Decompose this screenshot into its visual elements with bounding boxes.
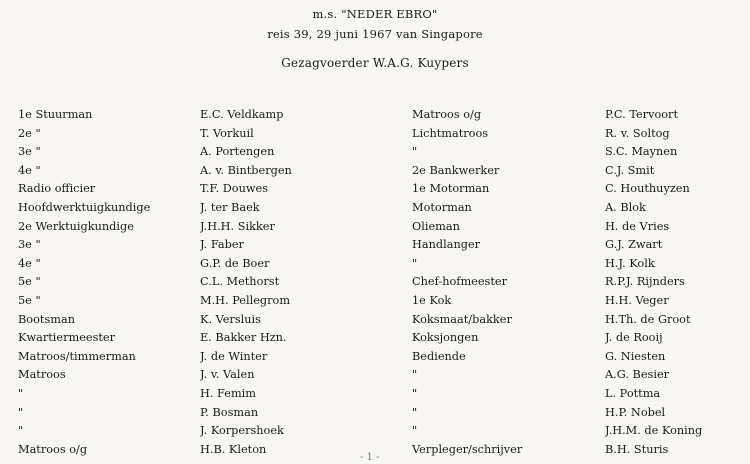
rank-cell: 1e Motorman bbox=[412, 182, 490, 196]
name-cell: G. Niesten bbox=[605, 349, 666, 363]
name-cell: A.G. Besier bbox=[605, 368, 670, 382]
name-cell: P. Bosman bbox=[200, 405, 259, 419]
rank-cell: Matroos bbox=[18, 368, 66, 382]
rank-cell: Handlanger bbox=[412, 238, 481, 252]
name-cell: J. de Winter bbox=[200, 349, 268, 363]
rank-cell: " bbox=[18, 386, 24, 400]
name-cell: T.F. Douwes bbox=[200, 182, 269, 196]
rank-cell: 2e Werktuigkundige bbox=[18, 219, 134, 233]
rank-cell: Radio officier bbox=[18, 182, 96, 196]
rank-cell: Olieman bbox=[412, 219, 460, 233]
rank-cell: " bbox=[18, 424, 24, 438]
rank-cell: 2e Bankwerker bbox=[412, 163, 500, 177]
name-cell: S.C. Maynen bbox=[605, 145, 678, 159]
name-cell: A. Portengen bbox=[200, 145, 275, 159]
name-cell: J.H.M. de Koning bbox=[605, 424, 703, 438]
name-cell: J. Korpershoek bbox=[200, 424, 284, 438]
rank-cell: Matroos o/g bbox=[412, 108, 482, 121]
name-cell: C.J. Smit bbox=[605, 163, 655, 177]
name-cell: H.B. Kleton bbox=[200, 442, 267, 456]
rank-cell: Hoofdwerktuigkundige bbox=[18, 200, 151, 214]
rank-cell: Verpleger/schrijver bbox=[412, 442, 523, 456]
name-cell: J. ter Baek bbox=[200, 200, 260, 214]
name-cell: R. v. Soltog bbox=[605, 126, 670, 140]
rank-cell: Kwartiermeester bbox=[18, 331, 115, 345]
rank-cell: Koksjongen bbox=[412, 331, 479, 345]
name-cell: A. Blok bbox=[605, 200, 646, 214]
name-cell: G.P. de Boer bbox=[200, 256, 270, 270]
rank-cell: Motorman bbox=[412, 200, 472, 214]
name-cell: J. Faber bbox=[200, 238, 244, 252]
rank-cell: 3e " bbox=[18, 238, 41, 252]
rank-cell: 4e " bbox=[18, 256, 41, 270]
rank-cell: 3e " bbox=[18, 145, 41, 159]
rank-cell: " bbox=[412, 405, 418, 419]
ship-name: m.s. "NEDER EBRO" bbox=[312, 7, 438, 21]
name-cell: J. v. Valen bbox=[200, 368, 255, 382]
rank-cell: " bbox=[412, 424, 418, 438]
name-cell: R.P.J. Rijnders bbox=[605, 275, 685, 289]
rank-cell: Bediende bbox=[412, 349, 466, 363]
rank-cell: " bbox=[18, 405, 24, 419]
name-cell: M.H. Pellegrom bbox=[200, 293, 291, 307]
name-cell: C.L. Methorst bbox=[200, 275, 280, 289]
rank-cell: 2e " bbox=[18, 126, 41, 140]
rank-cell: Chef-hofmeester bbox=[412, 275, 507, 289]
rank-cell: Bootsman bbox=[18, 312, 75, 326]
rank-cell: Koksmaat/bakker bbox=[412, 312, 512, 326]
rank-column-left bbox=[18, 106, 198, 459]
voyage-line: reis 39, 29 juni 1967 van Singapore bbox=[267, 27, 483, 41]
name-cell: H.H. Veger bbox=[605, 293, 669, 307]
name-cell: J. de Rooij bbox=[605, 331, 663, 345]
rank-cell: " bbox=[412, 368, 418, 382]
rank-cell: " bbox=[412, 256, 418, 270]
rank-cell: " bbox=[412, 386, 418, 400]
name-cell: P.C. Tervoort bbox=[605, 108, 678, 121]
name-column-right bbox=[605, 106, 745, 459]
rank-cell: 5e " bbox=[18, 293, 41, 307]
name-cell: A. v. Bintbergen bbox=[200, 163, 292, 177]
rank-cell: 5e " bbox=[18, 275, 41, 289]
name-cell: K. Versluis bbox=[200, 312, 261, 326]
name-cell: H. de Vries bbox=[605, 219, 670, 233]
name-cell: H.Th. de Groot bbox=[605, 312, 691, 326]
name-column-left bbox=[200, 106, 405, 459]
name-cell: L. Pottma bbox=[605, 386, 661, 400]
name-cell: E. Bakker Hzn. bbox=[200, 331, 287, 345]
rank-cell: 1e Stuurman bbox=[18, 108, 93, 121]
name-cell: B.H. Sturis bbox=[605, 442, 669, 456]
rank-cell: Lichtmatroos bbox=[412, 126, 489, 140]
rank-cell: Matroos/timmerman bbox=[18, 349, 136, 363]
name-cell: H.P. Nobel bbox=[605, 405, 666, 419]
rank-cell: 1e Kok bbox=[412, 293, 452, 307]
rank-column-right bbox=[412, 106, 602, 459]
page-number: - 1 - bbox=[360, 452, 380, 463]
name-cell: T. Vorkuil bbox=[200, 126, 254, 140]
captain-line: Gezagvoerder W.A.G. Kuypers bbox=[281, 56, 469, 70]
name-cell: H. Femim bbox=[200, 386, 256, 400]
name-cell: E.C. Veldkamp bbox=[200, 108, 284, 121]
name-cell: C. Houthuyzen bbox=[605, 182, 690, 196]
name-cell: H.J. Kolk bbox=[605, 256, 655, 270]
rank-cell: 4e " bbox=[18, 163, 41, 177]
name-cell: G.J. Zwart bbox=[605, 238, 663, 252]
rank-cell: " bbox=[412, 145, 418, 159]
rank-cell: Matroos o/g bbox=[18, 442, 88, 456]
name-cell: J.H.H. Sikker bbox=[200, 219, 275, 233]
